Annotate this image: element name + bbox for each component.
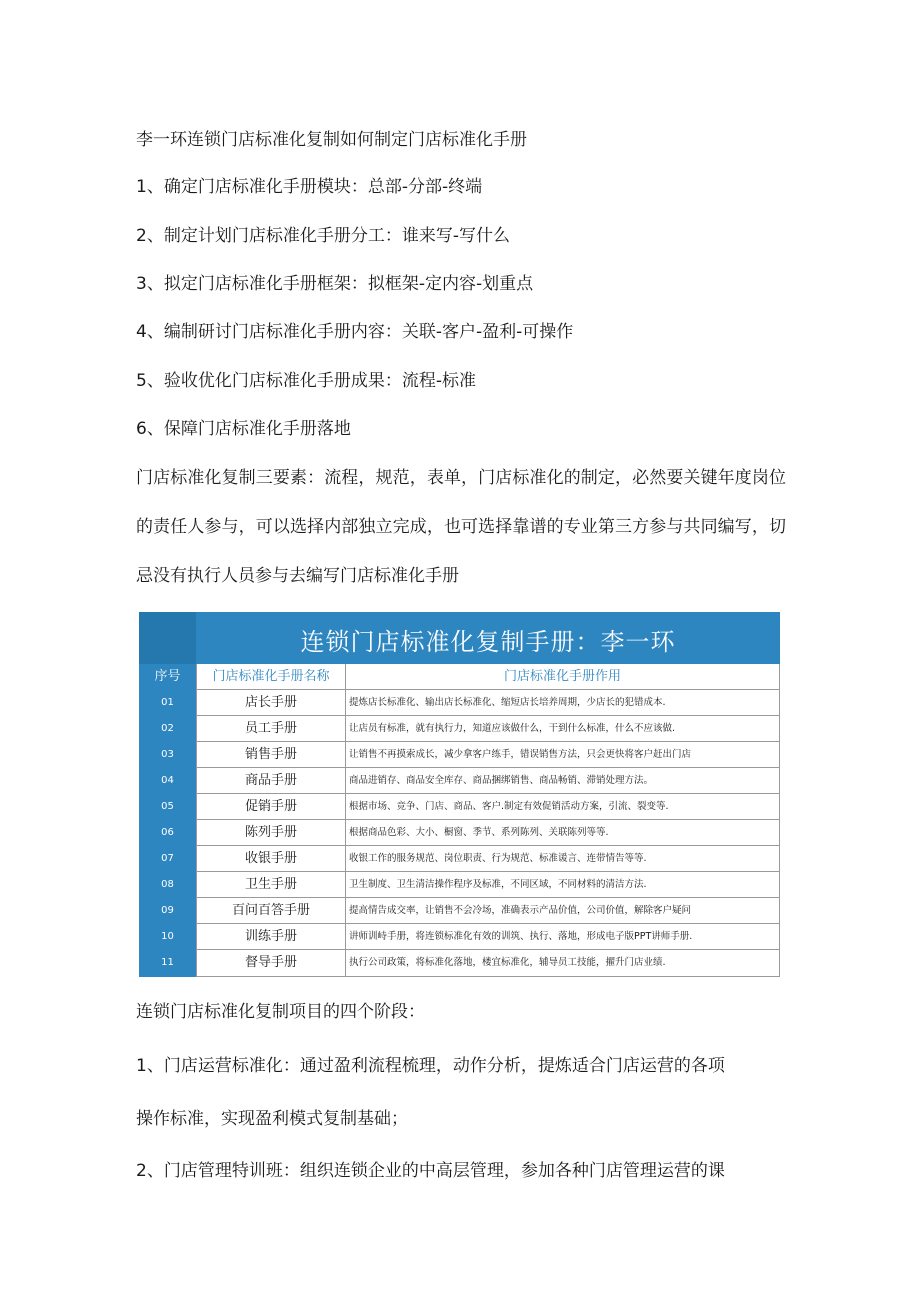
- step-5: 5、验收优化门店标准化手册成果：流程-标准: [136, 371, 476, 391]
- table-row: [139, 794, 780, 820]
- three-elements-paragraph: 门店标准化复制三要素：流程，规范，表单，门店标准化的制定，必然要关键年度岗位的责任人参与，可以选择内部独立完成，也可选择靠谱的专业第三方参与共同编写，切忌没有执行人员参与去编写门店标准化手册: [136, 468, 786, 586]
- row-name: 销售手册: [196, 742, 346, 767]
- row-no: 05: [139, 794, 196, 820]
- header-name: 门店标准化手册名称: [196, 664, 346, 689]
- table-header-row: [139, 664, 780, 690]
- stage-1-line-1: 1、门店运营标准化：通过盈利流程梳理，动作分析，提炼适合门店运营的各项: [136, 1056, 725, 1076]
- row-name: 卫生手册: [196, 872, 346, 897]
- header-desc: 门店标准化手册作用: [346, 664, 780, 689]
- row-name: 陈列手册: [196, 820, 346, 845]
- row-no: 03: [139, 742, 196, 768]
- row-no: 01: [139, 690, 196, 716]
- step-2: 2、制定计划门店标准化手册分工：谁来写-写什么: [136, 226, 510, 246]
- table-row: [139, 716, 780, 742]
- row-name: 督导手册: [196, 950, 346, 976]
- row-desc: 讲师训峙手册，将连锁标准化有效的训筑、执行、落地，形成电子版PPT讲师手册.: [346, 924, 780, 949]
- row-no: 04: [139, 768, 196, 794]
- table-banner-corner: [139, 612, 196, 664]
- row-name: 收银手册: [196, 846, 346, 871]
- step-3: 3、拟定门店标准化手册框架：拟框架-定内容-划重点: [136, 274, 534, 294]
- row-name: 训练手册: [196, 924, 346, 949]
- stage-1-line-2: 操作标准，实现盈利模式复制基础；: [136, 1109, 408, 1129]
- row-desc: 执行公司政策，将标准化落地，楼宜标准化，辅导员工技能，擢升门店业绩.: [346, 950, 780, 976]
- row-no: 10: [139, 924, 196, 950]
- row-no: 09: [139, 898, 196, 924]
- row-no: 07: [139, 846, 196, 872]
- row-no: 11: [139, 950, 196, 977]
- row-desc: 让店员有标准，就有执行力，知道应该做什么，干到什么标准，什么不应该做.: [346, 716, 780, 741]
- row-desc: 根据市场、竞争、门店、商品、客户.制定有效促销活动方案，引流、裂变等.: [346, 794, 780, 819]
- row-desc: 收银工作的服务规范、岗位职责、行为规范、标准谖言、连带情告等等.: [346, 846, 780, 871]
- row-desc: 根据商品色彩、大小、橱窗、季节、系列陈列、关联陈列等等.: [346, 820, 780, 845]
- table-banner: [139, 612, 780, 664]
- table-row: [139, 742, 780, 768]
- step-4: 4、编制研讨门店标准化手册内容：关联-客户-盈利-可操作: [136, 322, 574, 342]
- row-name: 员工手册: [196, 716, 346, 741]
- row-no: 06: [139, 820, 196, 846]
- table-row: [139, 898, 780, 924]
- table-row: [139, 690, 780, 716]
- row-desc: 让销售不再摸索成长，减少拿客户练手，错误销售方法，只会更快将客户赶出门店: [346, 742, 780, 767]
- step-6: 6、保障门店标准化手册落地: [136, 419, 351, 439]
- row-name: 店长手册: [196, 690, 346, 715]
- row-desc: 提炼店长标准化、输出店长标准化、缩短店长培养周期，少店长的犯错成本.: [346, 690, 780, 715]
- step-1: 1、确定门店标准化手册模块：总部-分部-终端: [136, 177, 483, 197]
- stage-2-line-1: 2、门店管理特训班：组织连锁企业的中高层管理，参加各种门店管理运营的课: [136, 1161, 725, 1181]
- row-name: 商品手册: [196, 768, 346, 793]
- row-desc: 卫生制度、卫生清洁操作程序及标准，不同区域，不同材料的清洁方法.: [346, 872, 780, 897]
- doc-title: 李一环连锁门店标准化复制如何制定门店标准化手册: [136, 130, 527, 150]
- table-title: 连锁门店标准化复制手册：李一环: [300, 628, 676, 656]
- row-no: 02: [139, 716, 196, 742]
- row-name: 促销手册: [196, 794, 346, 819]
- row-desc: 商品进销存、商品安全库存、商品捆绑销售、商品畅销、滞销处理方法。: [346, 768, 780, 793]
- table-row: [139, 846, 780, 872]
- table-row: [139, 950, 780, 977]
- table-row: [139, 768, 780, 794]
- manual-table: [139, 612, 780, 977]
- header-no: 序号: [139, 664, 196, 690]
- stages-title: 连锁门店标准化复制项目的四个阶段：: [136, 1002, 425, 1022]
- row-desc: 提高情告成交率，让销售不会冷场，准确表示产品价值，公司价值，解除客户疑问: [346, 898, 780, 923]
- table-row: [139, 924, 780, 950]
- row-name: 百问百答手册: [196, 898, 346, 923]
- table-row: [139, 820, 780, 846]
- row-no: 08: [139, 872, 196, 898]
- table-row: [139, 872, 780, 898]
